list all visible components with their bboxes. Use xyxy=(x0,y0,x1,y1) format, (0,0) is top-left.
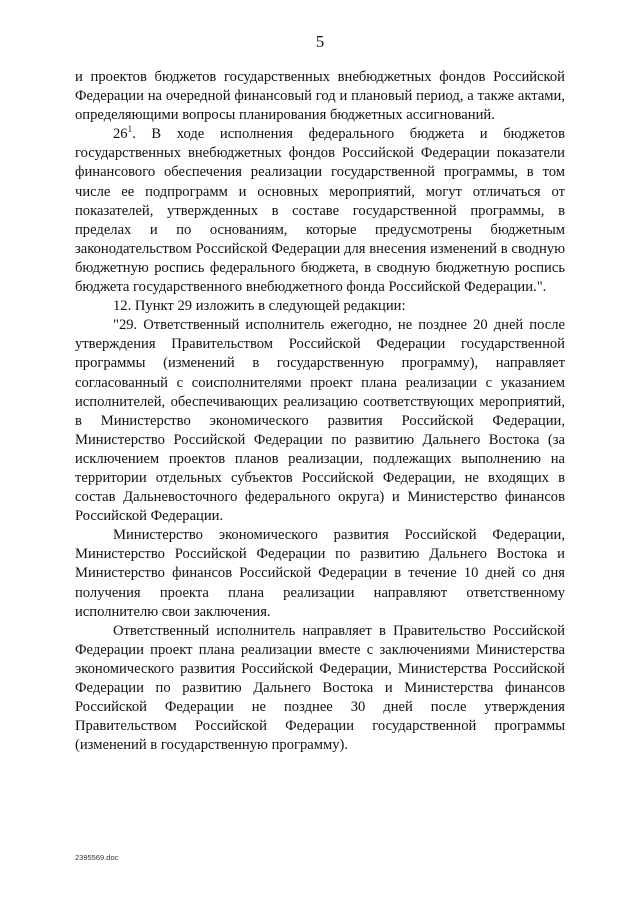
body-text xyxy=(75,68,565,755)
clause-superscript: 1 xyxy=(127,124,133,135)
paragraph-continuation: и проектов бюджетов государственных внебюджетных фондов Российской Федерации на очередной финансовый год и плановый период, а также актами, определяющими вопросы планирования бюджетных ассигнований. xyxy=(75,69,565,124)
file-identifier: 2395569.doc xyxy=(75,853,119,862)
clause-text: . В ходе исполнения федерального бюджета и бюджетов государственных внебюджетных фондов Российской Федерации показатели финансового обеспечения реализации государственной программы, в том числе ее подпрограмм и основных мероприятий, могут отличаться от показателей, утвержденных в составе государственной программы, в пределах и по основаниям, которые предусмотрены бюджетным законодательством Российской Федерации для внесения изменений в сводную бюджетную роспись федерального бюджета, в сводную бюджетную роспись бюджета государственного внебюджетного фонда Российской Федерации.". xyxy=(75,126,565,296)
clause-number: 26 xyxy=(113,126,128,143)
paragraph-26-1 xyxy=(75,125,565,297)
paragraph-item-12: 12. Пункт 29 изложить в следующей редакции: xyxy=(113,298,406,315)
paragraph-29: "29. Ответственный исполнитель ежегодно, не позднее 20 дней после утверждения Правительством Российской Федерации государственной программы (изменений в государственную программу), направляет согласованный с соисполнителями проект плана реализации с указанием исполнителей, обеспечивающих реализацию соответствующих мероприятий, в Министерство экономического развития Российской Федерации, Министерство Российской Федерации по развитию Дальнего Востока (за исключением проектов планов реализации, подлежащих выполнению на территории отдельных субъектов Российской Федерации, не входящих в состав Дальневосточного федерального округа) и Министерство финансов Российской Федерации. xyxy=(75,317,565,525)
paragraph-submission: Ответственный исполнитель направляет в Правительство Российской Федерации проект плана реализации вместе с заключениями Министерства экономического развития Российской Федерации, Министерства Российской Федерации по развитию Дальнего Востока и Министерства финансов Российской Федерации не позднее 30 дней после утверждения Правительством Российской Федерации государственной программы (изменений в государственную программу). xyxy=(75,622,565,754)
paragraph-ministries-conclusions: Министерство экономического развития Российской Федерации, Министерство Российской Федерации по развитию Дальнего Востока и Министерство финансов Российской Федерации в течение 10 дней со дня получения проекта плана реализации направляют ответственному исполнителю свои заключения. xyxy=(75,527,565,620)
page-number: 5 xyxy=(315,32,325,51)
